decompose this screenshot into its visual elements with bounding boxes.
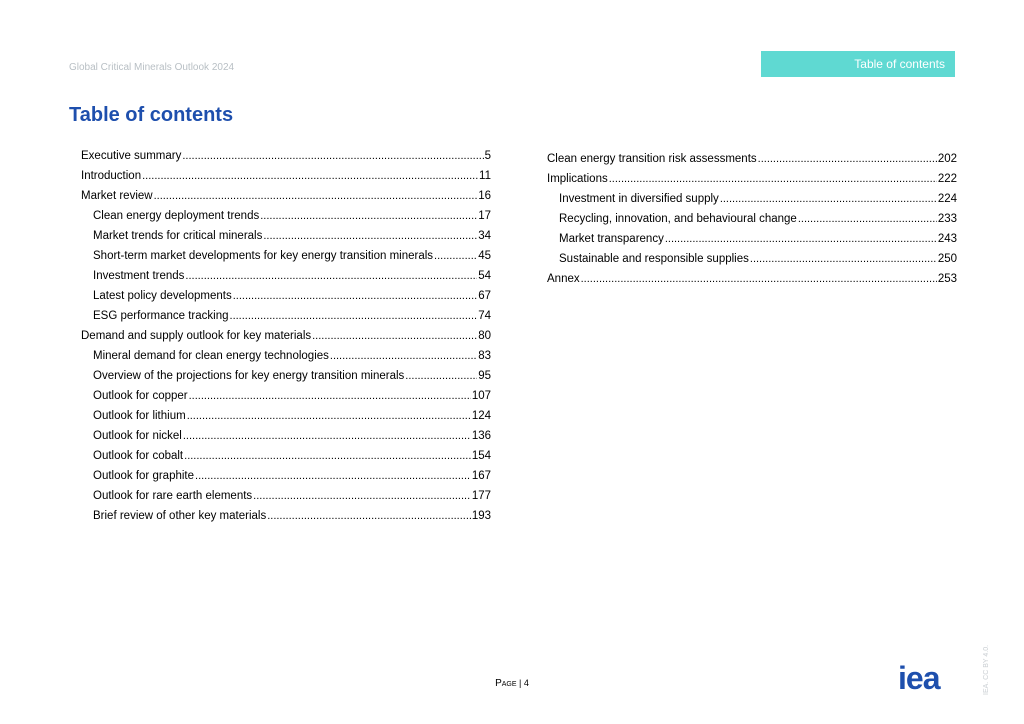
toc-entry-page: 67 <box>478 290 491 302</box>
toc-entry[interactable] <box>547 253 957 273</box>
toc-entry-title: Sustainable and responsible supplies <box>559 253 749 265</box>
toc-entry-title: Short-term market developments for key energy transition minerals <box>93 250 434 262</box>
toc-entry-title: Investment in diversified supply <box>559 193 719 205</box>
toc-entry-title: Market transparency <box>559 233 664 245</box>
section-tab[interactable]: Table of contents <box>761 51 955 77</box>
toc-entry-page: 167 <box>471 470 491 482</box>
toc-entry-page: 177 <box>471 490 491 502</box>
toc-entry[interactable] <box>81 450 491 470</box>
toc-leader-dots <box>758 153 937 165</box>
toc-leader-dots <box>184 450 471 462</box>
toc-leader-dots <box>609 173 937 185</box>
toc-entry-page: 224 <box>937 193 957 205</box>
page-separator: | <box>519 678 522 688</box>
toc-entry[interactable] <box>81 330 491 350</box>
toc-leader-dots <box>185 270 477 282</box>
toc-entry-page: 17 <box>478 210 491 222</box>
page-footer <box>0 678 1024 689</box>
toc-entry-title: Market review <box>81 190 153 202</box>
toc-entry-page: 54 <box>478 270 491 282</box>
toc-entry-page: 34 <box>478 230 491 242</box>
toc-entry-page: 222 <box>937 173 957 185</box>
toc-entry[interactable] <box>81 350 491 370</box>
toc-leader-dots <box>154 190 478 202</box>
toc-leader-dots <box>267 510 471 522</box>
toc-entry-title: ESG performance tracking <box>93 310 229 322</box>
toc-entry[interactable] <box>81 310 491 330</box>
toc-leader-dots <box>260 210 477 222</box>
toc-entry[interactable] <box>81 470 491 490</box>
page-label: Page <box>495 678 517 689</box>
toc-entry-page: 5 <box>484 150 491 162</box>
toc-entry-title: Mineral demand for clean energy technologies <box>93 350 329 362</box>
toc-entry-page: 107 <box>471 390 491 402</box>
toc-leader-dots <box>182 150 483 162</box>
toc-entry[interactable] <box>81 230 491 250</box>
toc-entry-title: Outlook for graphite <box>93 470 195 482</box>
page-title: Table of contents <box>69 104 234 126</box>
toc-entry-title: Implications <box>547 173 608 185</box>
toc-entry-page: 250 <box>937 253 957 265</box>
toc-entry-title: Annex <box>547 273 580 285</box>
toc-entry[interactable] <box>81 390 491 410</box>
toc-entry-title: Latest policy developments <box>93 290 232 302</box>
toc-entry[interactable] <box>547 173 957 193</box>
toc-entry-title: Introduction <box>81 170 142 182</box>
toc-leader-dots <box>195 470 471 482</box>
toc-entry-title: Outlook for nickel <box>93 430 182 442</box>
toc-left-column <box>81 150 491 530</box>
toc-entry[interactable] <box>81 190 491 210</box>
toc-leader-dots <box>263 230 477 242</box>
doc-title: Global Critical Minerals Outlook 2024 <box>69 62 235 73</box>
toc-entry-page: 45 <box>478 250 491 262</box>
toc-entry-page: 95 <box>478 370 491 382</box>
toc-entry-title: Outlook for lithium <box>93 410 186 422</box>
toc-entry[interactable] <box>81 490 491 510</box>
toc-leader-dots <box>189 390 471 402</box>
toc-leader-dots <box>312 330 477 342</box>
toc-leader-dots <box>187 410 471 422</box>
toc-entry[interactable] <box>81 250 491 270</box>
toc-entry-title: Investment trends <box>93 270 185 282</box>
toc-entry-page: 80 <box>478 330 491 342</box>
toc-entry-page: 124 <box>471 410 491 422</box>
toc-entry-page: 11 <box>479 170 491 182</box>
toc-entry[interactable] <box>81 270 491 290</box>
toc-entry[interactable] <box>81 150 491 170</box>
toc-entry-title: Clean energy transition risk assessments <box>547 153 757 165</box>
toc-entry-page: 202 <box>937 153 957 165</box>
toc-entry[interactable] <box>547 233 957 253</box>
toc-leader-dots <box>330 350 477 362</box>
toc-leader-dots <box>720 193 937 205</box>
toc-leader-dots <box>230 310 478 322</box>
toc-entry-title: Outlook for copper <box>93 390 188 402</box>
toc-leader-dots <box>665 233 937 245</box>
toc-entry-title: Clean energy deployment trends <box>93 210 260 222</box>
toc-entry-page: 136 <box>471 430 491 442</box>
toc-leader-dots <box>798 213 937 225</box>
toc-entry-title: Brief review of other key materials <box>93 510 267 522</box>
toc-entry-title: Demand and supply outlook for key materials <box>81 330 312 342</box>
toc-leader-dots <box>434 250 477 262</box>
toc-entry-page: 253 <box>937 273 957 285</box>
toc-entry-title: Outlook for rare earth elements <box>93 490 253 502</box>
toc-entry-page: 74 <box>478 310 491 322</box>
toc-leader-dots <box>405 370 477 382</box>
toc-entry[interactable] <box>547 213 957 233</box>
toc-entry-page: 233 <box>937 213 957 225</box>
toc-leader-dots <box>183 430 471 442</box>
toc-entry-page: 83 <box>478 350 491 362</box>
toc-entry[interactable] <box>81 210 491 230</box>
toc-entry[interactable] <box>81 290 491 310</box>
toc-leader-dots <box>253 490 471 502</box>
toc-entry[interactable] <box>547 193 957 213</box>
toc-entry-title: Overview of the projections for key energy transition minerals <box>93 370 405 382</box>
toc-leader-dots <box>581 273 937 285</box>
toc-leader-dots <box>750 253 937 265</box>
toc-entry-page: 193 <box>471 510 491 522</box>
toc-entry[interactable] <box>81 510 491 530</box>
toc-entry[interactable] <box>547 273 957 293</box>
license-text: IEA. CC BY 4.0. <box>983 644 990 695</box>
toc-entry-page: 243 <box>937 233 957 245</box>
toc-entry[interactable] <box>547 153 957 173</box>
toc-leader-dots <box>233 290 477 302</box>
toc-entry-title: Executive summary <box>81 150 182 162</box>
page-number: 4 <box>523 678 529 688</box>
toc-entry[interactable] <box>81 370 491 390</box>
toc-entry-page: 16 <box>478 190 491 202</box>
iea-logo-text: iea <box>898 663 940 693</box>
toc-entry-page: 154 <box>471 450 491 462</box>
toc-entry[interactable] <box>81 170 491 190</box>
toc-entry-title: Outlook for cobalt <box>93 450 184 462</box>
toc-entry-title: Market trends for critical minerals <box>93 230 263 242</box>
iea-logo <box>898 663 956 693</box>
toc-entry[interactable] <box>81 410 491 430</box>
toc-leader-dots <box>142 170 478 182</box>
toc-entry[interactable] <box>81 430 491 450</box>
toc-right-column <box>547 153 957 293</box>
toc-entry-title: Recycling, innovation, and behavioural change <box>559 213 797 225</box>
